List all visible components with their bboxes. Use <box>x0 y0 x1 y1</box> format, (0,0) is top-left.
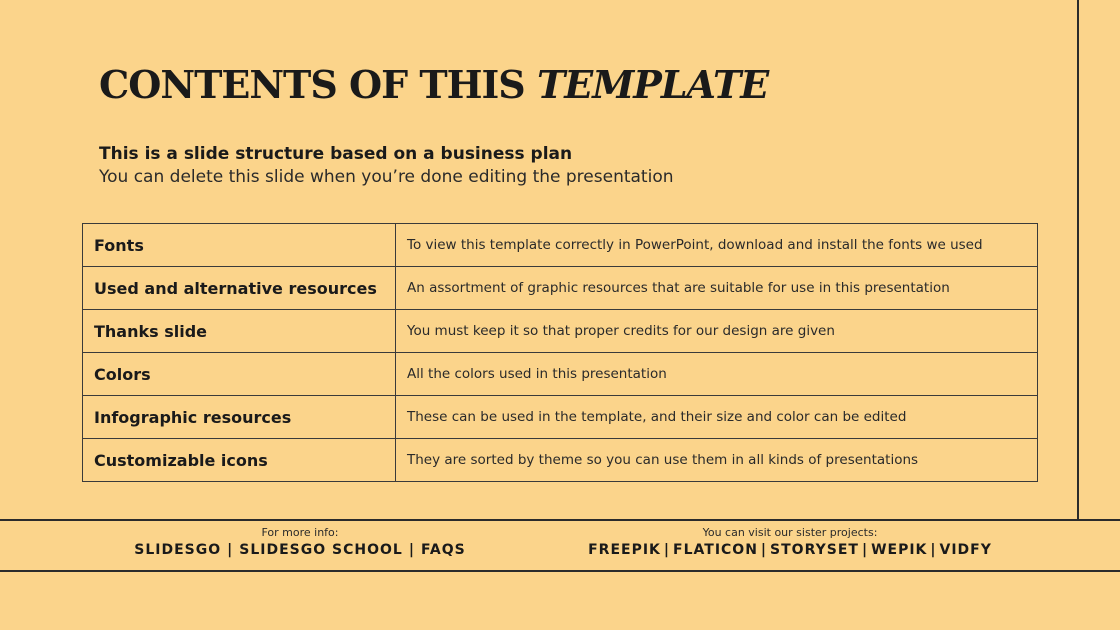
link-separator: | <box>760 542 768 558</box>
row-description: They are sorted by theme so you can use them in all kinds of presentations <box>396 439 1038 482</box>
subtitle <box>99 142 999 188</box>
link-separator: | <box>227 542 234 558</box>
row-label: Used and alternative resources <box>83 267 396 310</box>
table-row <box>83 439 1038 482</box>
footer-more-info-caption: For more info: <box>261 526 339 539</box>
footer-more-info <box>100 526 500 558</box>
row-label: Customizable icons <box>83 439 396 482</box>
link-storyset[interactable]: STORYSET <box>770 542 859 558</box>
table-row <box>83 267 1038 310</box>
table-row <box>83 353 1038 396</box>
row-description: An assortment of graphic resources that are suitable for use in this presentation <box>396 267 1038 310</box>
title-main: CONTENTS OF THIS <box>99 62 537 107</box>
row-description: These can be used in the template, and their size and color can be edited <box>396 396 1038 439</box>
footer-more-info-links <box>100 542 500 558</box>
link-wepik[interactable]: WEPIK <box>871 542 928 558</box>
footer-sister-links <box>580 542 1000 558</box>
link-freepik[interactable]: FREEPIK <box>588 542 661 558</box>
row-label: Colors <box>83 353 396 396</box>
footer-sister-caption: You can visit our sister projects: <box>702 526 878 539</box>
link-separator: | <box>861 542 869 558</box>
link-slidesgo-school[interactable]: SLIDESGO SCHOOL <box>239 542 403 558</box>
row-description: You must keep it so that proper credits for our design are given <box>396 310 1038 353</box>
row-label: Thanks slide <box>83 310 396 353</box>
link-faqs[interactable]: FAQS <box>420 542 466 558</box>
decorative-vertical-line <box>1077 0 1079 520</box>
table-row <box>83 310 1038 353</box>
footer-sister-projects <box>580 526 1000 558</box>
link-slidesgo[interactable]: SLIDESGO <box>134 542 222 558</box>
table-row <box>83 396 1038 439</box>
row-description: All the colors used in this presentation <box>396 353 1038 396</box>
slide-title <box>99 64 768 106</box>
link-vidfy[interactable]: VIDFY <box>939 542 992 558</box>
subtitle-line-2: You can delete this slide when you’re done editing the presentation <box>99 167 674 187</box>
subtitle-line-1: This is a slide structure based on a business plan <box>99 144 573 164</box>
footer-top-divider <box>0 519 1120 521</box>
footer-bottom-divider <box>0 570 1120 572</box>
table-row <box>83 224 1038 267</box>
link-separator: | <box>930 542 937 558</box>
contents-table <box>82 223 1038 482</box>
row-label: Infographic resources <box>83 396 396 439</box>
row-description: To view this template correctly in PowerPoint, download and install the fonts we used <box>396 224 1038 267</box>
link-flaticon[interactable]: FLATICON <box>673 542 758 558</box>
title-italic: TEMPLATE <box>536 62 769 107</box>
row-label: Fonts <box>83 224 396 267</box>
link-separator: | <box>408 542 415 558</box>
link-separator: | <box>663 542 671 558</box>
